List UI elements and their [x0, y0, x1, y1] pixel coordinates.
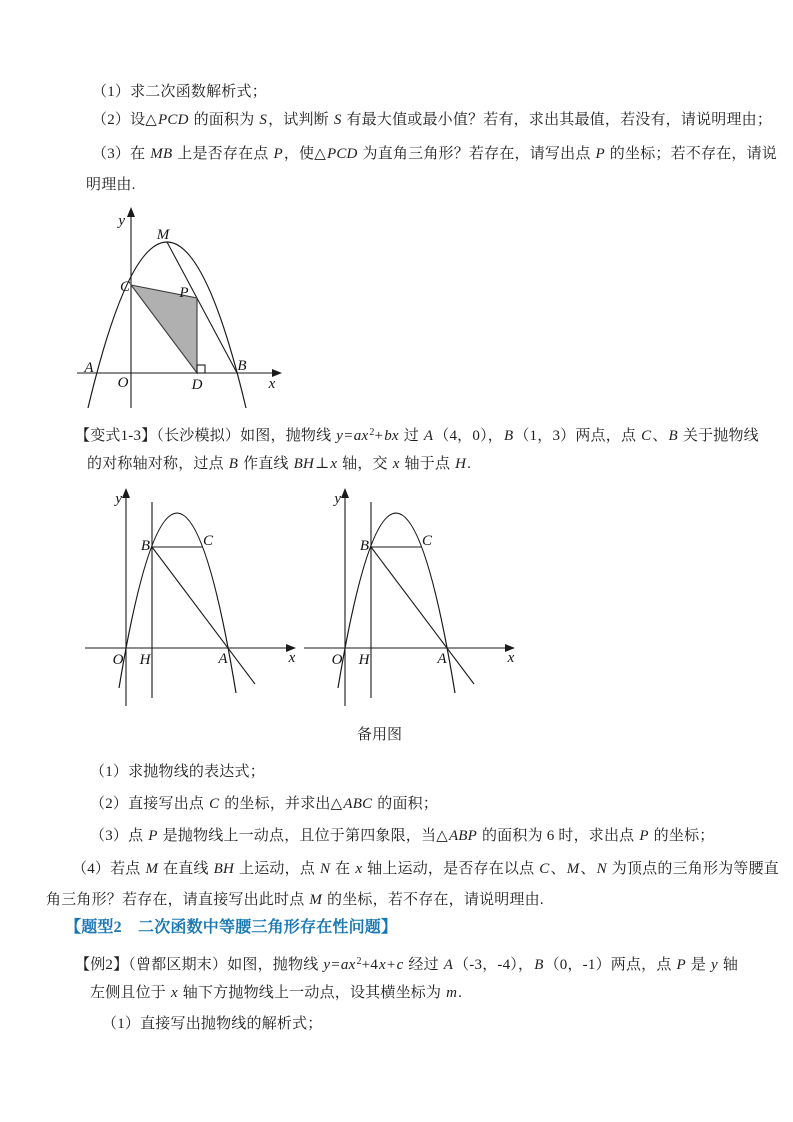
text-segment: 轴下方抛物线上一动点，设其横坐标为 [178, 985, 446, 1001]
text-segment: ABP [448, 828, 478, 844]
text-segment: A [423, 428, 434, 444]
text-segment: 【变式1-3】（长沙模拟）如图，抛物线 [75, 428, 336, 444]
segment-BA-extended [371, 547, 474, 684]
text-segment: （3）点 [90, 828, 148, 844]
variation-item2 [90, 796, 438, 813]
text-segment: B [503, 428, 514, 444]
segment-BA-extended [152, 547, 255, 684]
text-segment: B [668, 428, 678, 444]
text-segment: + [386, 957, 396, 973]
axis-label-x: x [288, 650, 296, 666]
variation-item1 [90, 764, 265, 781]
text-segment: 有最大值或最小值？若有，求出其最值，若没有，请说明理由； [342, 112, 773, 128]
text-segment: P [639, 828, 649, 844]
text-segment: + [374, 428, 384, 444]
text-segment: C [209, 796, 220, 812]
text-segment: PCD [326, 146, 358, 162]
text-segment: 是 [686, 957, 711, 973]
text-segment: 角三角形？若存在，请直接写出此时点 [46, 892, 309, 908]
text-segment: （1，3）两点，点 [514, 428, 641, 444]
text-segment: 、 [652, 428, 668, 444]
text-segment: ax [340, 957, 356, 973]
point-label-C: C [119, 279, 130, 295]
text-segment: A [443, 957, 454, 973]
variation-item3 [90, 828, 714, 845]
text-segment: 轴上运动，是否存在以点 [363, 861, 539, 877]
text-segment: ⊥ [315, 456, 330, 472]
text-segment: （1）求二次函数解析式； [92, 84, 267, 100]
point-label-O: O [112, 652, 124, 668]
text-segment: y [711, 957, 718, 973]
text-segment: N [319, 861, 331, 877]
text-segment: ABC [343, 796, 373, 812]
y-axis-arrow [122, 488, 130, 498]
point-label-M: M [156, 227, 170, 243]
text-segment: H [455, 456, 467, 472]
point-label-B: B [359, 538, 369, 554]
text-segment: y [323, 957, 331, 973]
text-segment: 为直角三角形？若存在，请写出点 [358, 146, 595, 162]
text-segment: P [595, 146, 605, 162]
point-label-D: D [191, 377, 203, 393]
text-segment: 轴于点 [400, 456, 455, 472]
text-segment: = [331, 957, 340, 973]
text-segment: S [259, 112, 268, 128]
text-segment: 、 [550, 861, 566, 877]
point-label-B: B [237, 358, 247, 374]
problem1-item3-cont [86, 177, 136, 194]
point-label-A: A [218, 651, 228, 667]
text-segment: 是抛物线上一动点，且位于第四象限，当△ [158, 828, 448, 844]
text-segment: x [170, 985, 178, 1001]
text-segment: 作直线 [239, 456, 293, 472]
axis-label-x: x [268, 376, 276, 392]
text-segment: 为顶点的三角形为等腰直 [607, 861, 779, 877]
text-segment: 经过 [404, 957, 443, 973]
text-segment: BH [213, 861, 235, 877]
text-segment: （-3，-4）， [454, 957, 534, 973]
text-segment: 轴 [718, 957, 739, 973]
text-segment: PCD [158, 112, 189, 128]
problem1-item1 [92, 84, 267, 101]
text-segment: 【题型2 二次函数中等腰三角形存在性问题】 [65, 919, 398, 936]
text-segment: C [641, 428, 652, 444]
text-segment: S [333, 112, 342, 128]
variation-1-3-line1 [75, 424, 759, 445]
axis-label-y: y [334, 491, 341, 507]
text-segment: 在 [331, 861, 355, 877]
text-segment: C [539, 861, 550, 877]
text-segment: 左侧且位于 [90, 985, 170, 1001]
text-segment: 过 [399, 428, 423, 444]
text-segment: 的坐标，并求出△ [220, 796, 343, 812]
text-segment: ax [353, 428, 369, 444]
text-segment: = [344, 428, 353, 444]
y-axis-arrow [341, 488, 349, 498]
text-segment: . [467, 456, 472, 472]
text-segment: （1）直接写出抛物线的解析式； [102, 1016, 323, 1032]
text-segment: （4，0）， [434, 428, 503, 444]
example2-line1 [75, 953, 738, 974]
text-segment: m [446, 985, 458, 1001]
text-segment: x [330, 456, 338, 472]
axis-label-x: x [507, 650, 515, 666]
variation-1-3-line2 [87, 456, 471, 473]
point-label-B: B [140, 538, 150, 554]
axis-label-y: y [115, 491, 122, 507]
text-segment: c [396, 957, 404, 973]
topic2-heading [65, 919, 397, 936]
text-segment: ，使△ [283, 146, 326, 162]
text-segment: 2 [369, 427, 375, 438]
text-segment: M [309, 892, 323, 908]
right-angle-mark [197, 365, 205, 373]
problem1-item3 [92, 146, 777, 163]
point-label-O: O [117, 375, 129, 391]
figure-parabola-bh-spare [294, 488, 529, 713]
text-segment: 【例2】（曾都区期末）如图，抛物线 [75, 957, 323, 973]
text-segment: （2）设△ [92, 112, 158, 128]
point-label-A: A [437, 651, 447, 667]
text-segment: 、 [580, 861, 596, 877]
text-segment: 明理由. [86, 177, 136, 193]
text-segment: +4 [361, 957, 379, 973]
text-segment: 的坐标，若不存在，请说明理由. [323, 892, 544, 908]
point-label-A: A [84, 360, 94, 376]
text-segment: 的面积； [373, 796, 439, 812]
text-segment: ，试判断 [268, 112, 333, 128]
text-segment: P [676, 957, 686, 973]
text-segment: M [145, 861, 159, 877]
text-segment: 2 [356, 956, 362, 967]
text-segment: （3）在 [92, 146, 150, 162]
text-segment: x [379, 957, 386, 973]
text-segment: M [566, 861, 580, 877]
point-label-H: H [139, 652, 151, 668]
text-segment: 上是否存在点 [173, 146, 273, 162]
example2-line2 [90, 985, 462, 1002]
text-segment: 的坐标； [649, 828, 715, 844]
point-label-H: H [358, 652, 370, 668]
text-segment: 上运动，点 [235, 861, 319, 877]
text-segment: N [596, 861, 607, 877]
text-segment: B [228, 456, 239, 472]
point-label-P: P [179, 285, 189, 301]
text-segment: . [458, 985, 463, 1001]
point-label-O: O [331, 652, 343, 668]
figure-parabola-bh-left [75, 488, 310, 713]
text-segment: （4）若点 [72, 861, 145, 877]
point-label-C: C [421, 533, 433, 549]
variation-item4 [72, 861, 779, 878]
text-segment: 关于抛物线 [678, 428, 759, 444]
text-segment: P [148, 828, 158, 844]
text-segment: P [273, 146, 283, 162]
text-segment: （2）直接写出点 [90, 796, 209, 812]
text-segment: y [336, 428, 344, 444]
text-segment: 轴，交 [338, 456, 392, 472]
figure-parabola-triangle-pcd [75, 205, 290, 415]
text-segment: BH [293, 456, 315, 472]
text-segment: 的面积为 [189, 112, 259, 128]
figure-caption: 备用图 [357, 727, 403, 743]
text-segment: x [355, 861, 363, 877]
text-segment: （0，-1）两点，点 [544, 957, 676, 973]
text-segment: B [534, 957, 544, 973]
y-axis-arrow [127, 207, 135, 217]
text-segment: x [392, 456, 400, 472]
variation-item4-cont [46, 892, 544, 909]
text-segment: bx [384, 428, 399, 444]
axis-label-y: y [118, 213, 125, 229]
text-segment: 在直线 [159, 861, 213, 877]
text-segment: 的坐标；若不存在，请说 [605, 146, 777, 162]
text-segment: MB [150, 146, 173, 162]
point-label-C: C [202, 533, 214, 549]
example2-item1 [102, 1016, 323, 1033]
problem1-item2 [92, 112, 772, 129]
text-segment: 的面积为 6 时，求出点 [478, 828, 639, 844]
text-segment: （1）求抛物线的表达式； [90, 764, 265, 780]
text-segment: 的对称轴对称，过点 [87, 456, 228, 472]
